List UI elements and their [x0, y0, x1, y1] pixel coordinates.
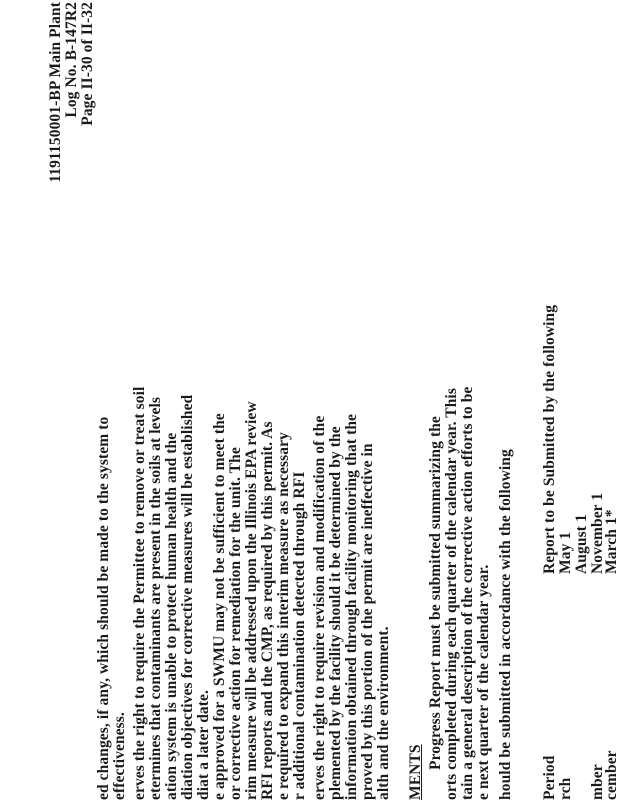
paragraph-line: e required to expand this interim measure as necessary	[275, 432, 292, 800]
table-cell-period: cember	[603, 750, 620, 800]
table-cell-period: mber	[589, 764, 606, 800]
paragraph-line: information obtained through facility monitoring that the	[343, 413, 360, 800]
paragraph-line: plemented by the facility should it be determined by the	[327, 426, 344, 800]
intro-line-1: ed changes, if any, which should be made to the system to	[95, 416, 112, 800]
table-header-due: Report to be Submitted by the following	[541, 304, 558, 574]
paragraph-line: erves the right to require revision and modification of the	[311, 415, 328, 800]
table-cell-due: March 1*	[603, 509, 620, 574]
paragraph-line: diat a later date.	[195, 690, 212, 800]
paragraph-line: RFI reports and the CMP, as required by this permit. As	[259, 421, 276, 800]
paragraph-line: orts completed during each quarter of the calendar year. This	[443, 388, 460, 800]
header-facility-id: 1191150001-BP Main Plant	[47, 2, 64, 183]
paragraph-line: erves the right to require the Permittee to remove or treat soil	[131, 386, 148, 800]
table-cell-due: November 1	[589, 492, 606, 574]
intro-line-2: effectiveness.	[111, 712, 128, 800]
header-page-number: Page II-30 of II-32	[79, 2, 96, 126]
table-cell-period: rch	[557, 777, 574, 800]
header-log-number: Log No. B-147R2	[63, 2, 80, 118]
paragraph-line: alth and the environment.	[375, 626, 392, 800]
paragraph-line: or corrective action for remediation for the unit. The	[227, 447, 244, 800]
paragraph-line: diation objectives for corrective measures will be established	[179, 394, 196, 800]
paragraph-line: e approved for a SWMU may not be sufficient to meet the	[211, 413, 228, 800]
section-heading: MENTS	[407, 744, 424, 800]
paragraph-line: r additional contamination detected through RFI	[291, 471, 308, 800]
table-cell-due: May 1	[557, 531, 574, 574]
paragraph-line: tain a general description of the corrective action efforts to be	[459, 386, 476, 800]
paragraph-schedule-intro: hould be submitted in accordance with the following	[497, 449, 514, 800]
table-cell-due: August 1	[573, 514, 590, 574]
paragraph-line: rim measure will be addressed upon the Illinois EPA review	[243, 401, 260, 800]
paragraph-line: etermines that contaminants are present in the soils at levels	[147, 397, 164, 800]
paragraph-line: proved by this portion of the permit are ineffective in	[359, 443, 376, 800]
table-header-period: Period	[541, 755, 558, 800]
paragraph-line: Progress Report must be submitted summarizing the	[427, 416, 444, 770]
paragraph-line: ation system is unable to protect human health and the	[163, 432, 180, 800]
paragraph-line: e next quarter of the calendar year.	[475, 564, 492, 800]
